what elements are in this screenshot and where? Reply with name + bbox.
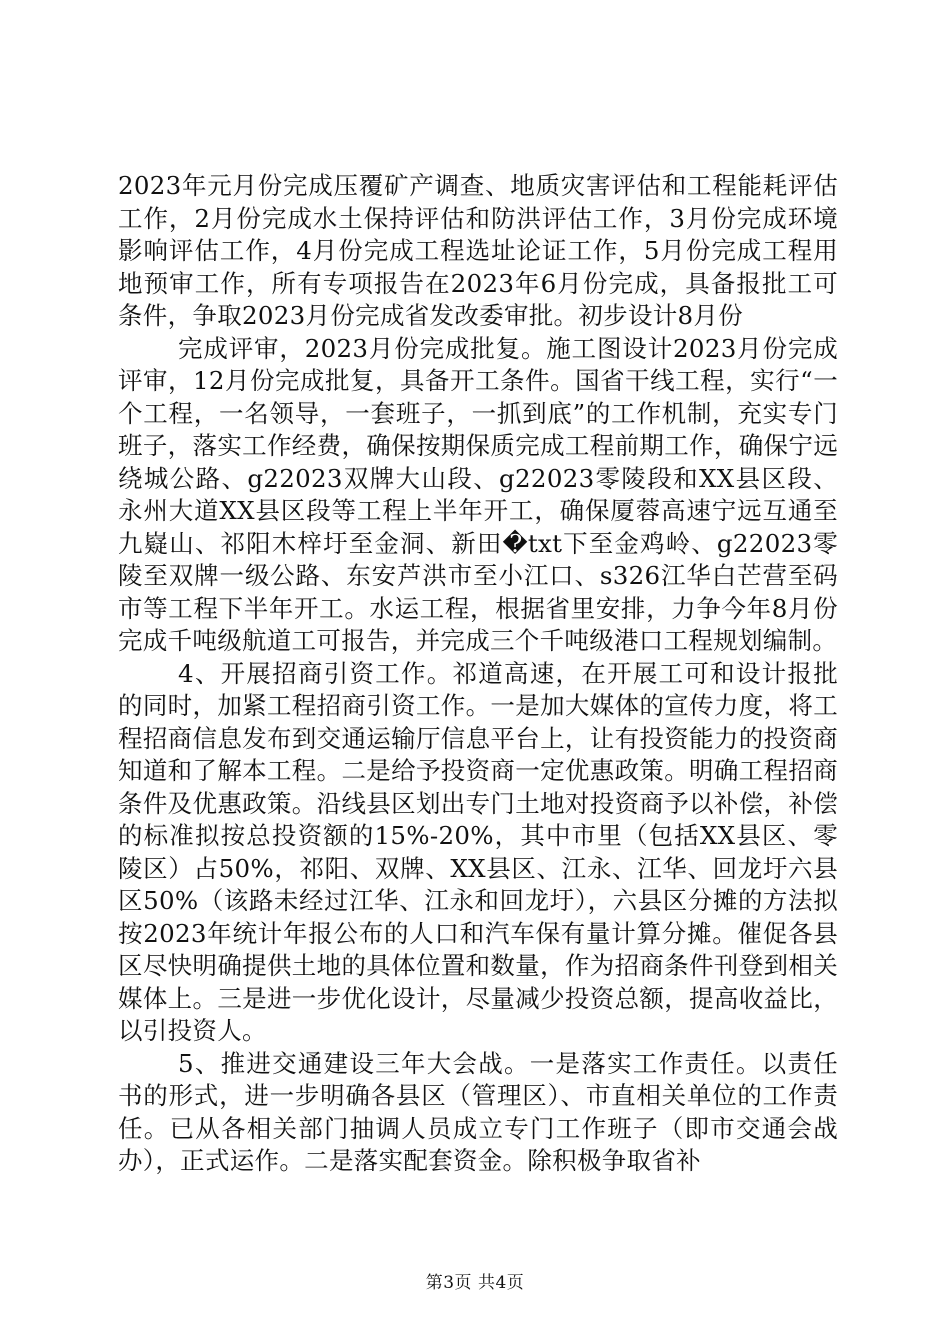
paragraph-4: 5、推进交通建设三年大会战。一是落实工作责任。以责任书的形式，进一步明确各县区（管理区）、市直相关单位的工作责任。已从各相关部门抽调人员成立专门工作班子（即市交通会战办），正式运作。二是落实配套资金。除积极争取省补 xyxy=(118,1048,838,1175)
document-body xyxy=(118,170,838,1178)
paragraph-3: 4、开展招商引资工作。祁道高速，在开展工可和设计报批的同时，加紧工程招商引资工作。一是加大媒体的宣传力度，将工程招商信息发布到交通运输厅信息平台上，让有投资能力的投资商知道和了解本工程。二是给予投资商一定优惠政策。明确工程招商条件及优惠政策。沿线县区划出专门土地对投资商予以补偿，补偿的标准拟按总投资额的15%-20%，其中市里（包括XX县区、零陵区）占50%，祁阳、双牌、XX县区、江永、江华、回龙圩六县区50%（该路未经过江华、江永和回龙圩），六县区分摊的方法拟按2023年统计年报公布的人口和汽车保有量计算分摊。催促各县区尽快明确提供土地的具体位置和数量，作为招商条件刊登到相关媒体上。三是进一步优化设计，尽量减少投资总额，提高收益比，以引投资人。 xyxy=(118,658,838,1045)
paragraph-2: 完成评审，2023月份完成批复。施工图设计2023月份完成评审，12月份完成批复，具备开工条件。国省干线工程，实行“一个工程，一名领导，一套班子，一抓到底”的工作机制，充实专门班子，落实工作经费，确保按期保质完成工程前期工作，确保宁远绕城公路、g22023双牌大山段、g22023零陵段和XX县区段、永州大道XX县区段等工程上半年开工，确保厦蓉高速宁远互通至九嶷山、祁阳木梓圩至金洞、新田�txt下至金鸡岭、g22023零陵至双牌一级公路、东安芦洪市至小江口、s326江华白芒营至码市等工程下半年开工。水运工程，根据省里安排，力争今年8月份完成千吨级航道工可报告，并完成三个千吨级港口工程规划编制。 xyxy=(118,333,838,655)
page-footer: 第3页 共4页 xyxy=(425,1273,525,1293)
paragraph-1: 2023年元月份完成压覆矿产调查、地质灾害评估和工程能耗评估工作，2月份完成水土保持评估和防洪评估工作，3月份完成环境影响评估工作，4月份完成工程选址论证工作，5月份完成工程用地预审工作，所有专项报告在2023年6月份完成，具备报批工可条件，争取2023月份完成省发改委审批。初步设计8月份 xyxy=(118,171,838,330)
